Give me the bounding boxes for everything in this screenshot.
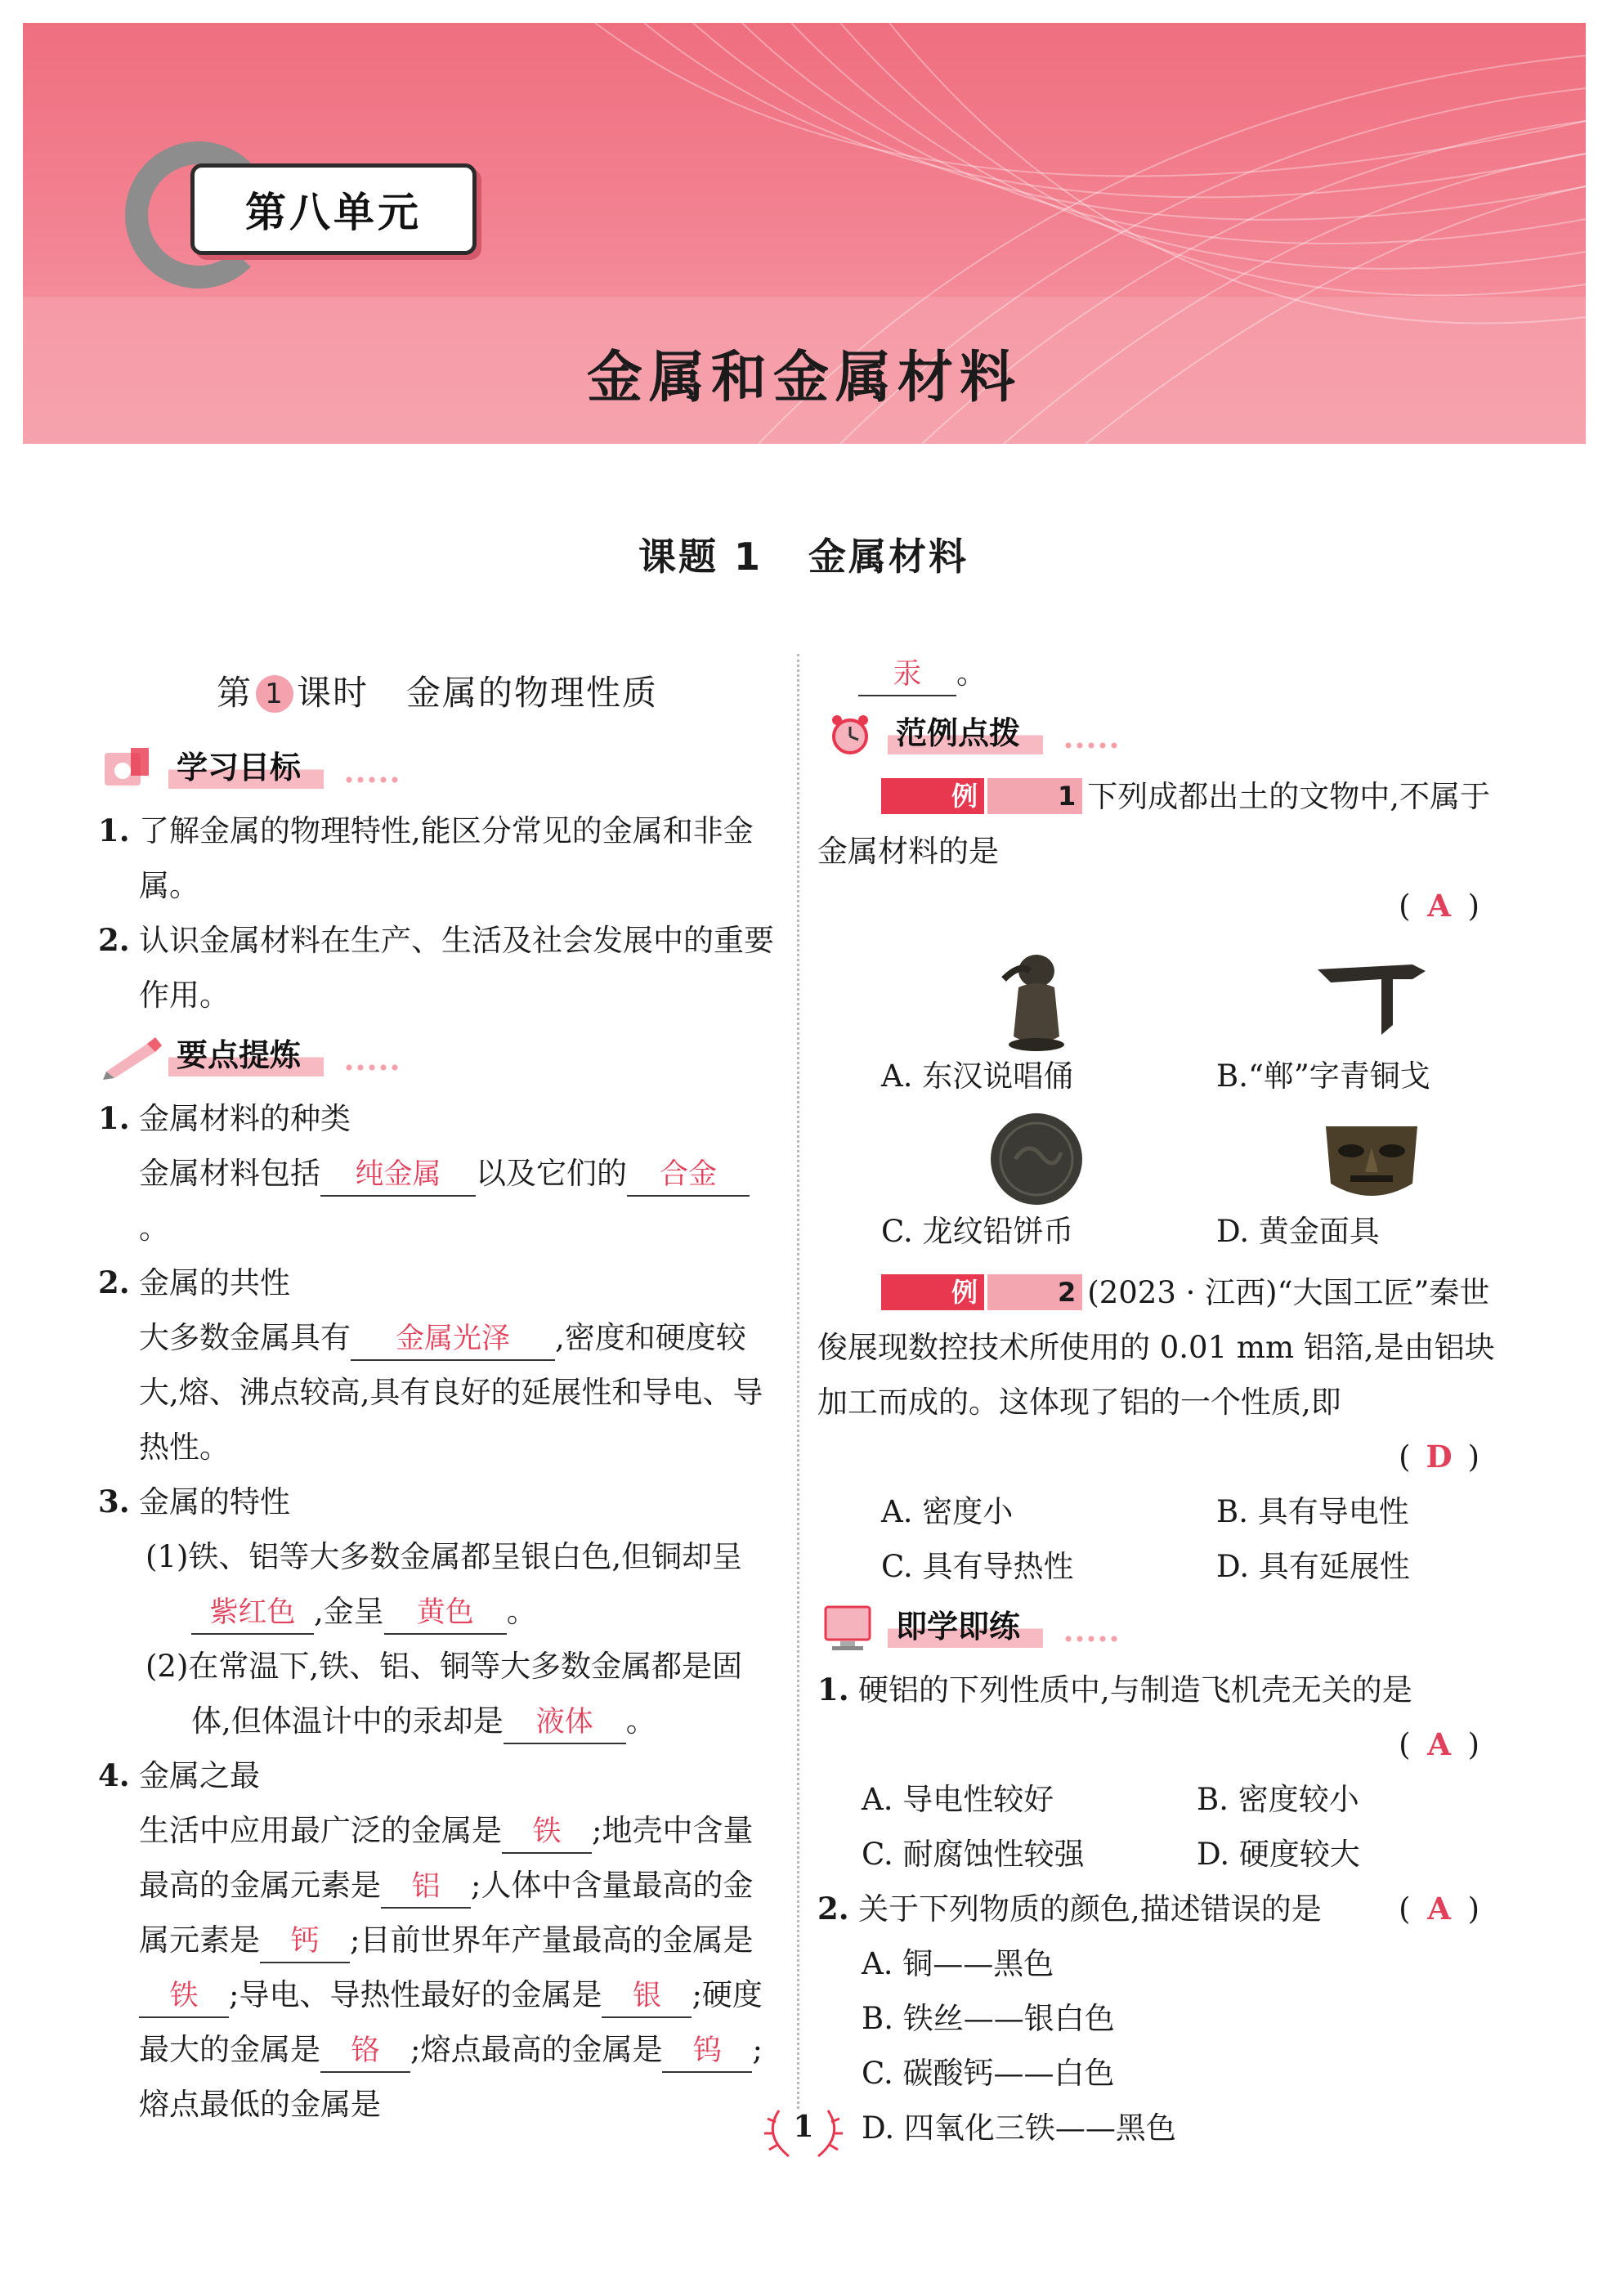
practice-number: 2.: [817, 1891, 849, 1927]
chapter-banner: [23, 23, 1586, 444]
pencil-icon: [98, 1032, 172, 1081]
answer-blank: 液体: [504, 1702, 626, 1744]
section-key-points-label: 要点提炼: [168, 1034, 324, 1076]
answer-blank: 紫红色: [191, 1592, 314, 1635]
answer-blank: 金属光泽: [351, 1318, 555, 1361]
answer-choice: D: [1426, 1439, 1453, 1475]
text: ,金呈: [314, 1594, 384, 1629]
option-caption: C. 龙纹铅饼币: [881, 1214, 1074, 1249]
answer-blank: 铁: [139, 1976, 229, 2018]
period-suffix: 课时: [296, 673, 369, 713]
objective-number: 2.: [98, 922, 130, 958]
text: ;目前世界年产量最高的金属是: [350, 1922, 754, 1958]
continuation-line: [817, 646, 1496, 700]
key-point-item: [98, 1475, 777, 1748]
text: ,密度和硬度较大,熔、沸点较高,具有良好的延展性和导电、导热性。: [139, 1320, 763, 1465]
section-examples: [817, 705, 1496, 764]
section-dots: [1063, 741, 1120, 750]
practice-number: 1.: [817, 1672, 849, 1707]
option-text: C. 具有导热性: [881, 1549, 1074, 1584]
option-d: [1216, 1095, 1551, 1251]
objective-item: [98, 913, 777, 1023]
answer-blank: 钨: [662, 2030, 752, 2073]
answer-parentheses: [1399, 1882, 1496, 1936]
text: ;硬度最大的金属是: [139, 1977, 763, 2067]
answer-blank: 黄色: [384, 1592, 507, 1635]
option-text: D. 硬度较大: [1197, 1837, 1360, 1872]
period-number-badge: 1: [256, 675, 293, 713]
section-dots: [343, 776, 401, 784]
paren-open: (: [1399, 1439, 1411, 1475]
unit-label: 第八单元: [245, 189, 422, 236]
period-prefix: 第: [216, 673, 253, 713]
objective-number: 1.: [98, 812, 130, 848]
option-text: A. 铜——黑色: [862, 1946, 1054, 1981]
option-text: C. 碳酸钙——白色: [862, 2056, 1115, 2091]
period-topic: 金属的物理性质: [406, 673, 659, 713]
text: 。: [139, 1211, 169, 1246]
paren-open: (: [1399, 1891, 1411, 1927]
lesson-title: [0, 527, 1607, 581]
text: ;熔点最低的金属是: [139, 2032, 763, 2122]
unit-label-box: [190, 163, 477, 255]
example-question: (2023 · 江西)“大国工匠”秦世俊展现数控技术所使用的 0.01 mm 铝箔,是由铝块加工而成的。这体现了铝的一个性质,即: [817, 1275, 1495, 1420]
page-number: [746, 2094, 861, 2168]
answer-blank: 铬: [320, 2030, 410, 2073]
example-2-options: [817, 1484, 1496, 1594]
bronze-dagger-axe-icon: [1314, 947, 1429, 1053]
alarm-clock-icon: [817, 710, 891, 759]
objective-text: 认识金属材料在生产、生活及社会发展中的重要作用。: [139, 923, 774, 1013]
paren-open: (: [1399, 888, 1411, 924]
section-examples-label: 范例点拨: [888, 712, 1043, 754]
period-title: [98, 665, 777, 720]
right-column: [817, 646, 1496, 2155]
option-text: A. 导电性较好: [862, 1782, 1054, 1817]
example-question: 下列成都出土的文物中,不属于金属材料的是: [817, 779, 1491, 869]
text: 大多数金属具有: [139, 1320, 351, 1355]
objective-item: [98, 803, 777, 913]
key-point-body: [139, 1803, 777, 2132]
key-point-title: 金属的共性: [139, 1265, 290, 1300]
key-point-item: [98, 1748, 777, 2132]
text: 以及它们的: [476, 1156, 627, 1191]
text: 。: [956, 656, 987, 691]
practice-question: 硬铝的下列性质中,与制造飞机壳无关的是: [858, 1672, 1412, 1707]
option-text: B. 具有导电性: [1216, 1494, 1409, 1529]
option-caption: A. 东汉说唱俑: [881, 1058, 1074, 1094]
option-b: [1216, 940, 1551, 1095]
option-text: D. 具有延展性: [1216, 1549, 1410, 1584]
text: 金属材料包括: [139, 1156, 320, 1191]
text: ;地壳中含量最高的金属元素是: [139, 1813, 754, 1903]
section-dots: [343, 1063, 401, 1072]
answer-blank: 钙: [260, 1921, 350, 1963]
key-point-number: 3.: [98, 1484, 130, 1519]
target-icon: [98, 745, 172, 794]
text: ;熔点最高的金属是: [410, 2032, 663, 2067]
key-point-sub: [139, 1639, 777, 1748]
key-point-sub: [139, 1529, 777, 1639]
monitor-icon: [817, 1604, 891, 1653]
example-number: 1: [987, 778, 1082, 814]
paren-close: ): [1467, 1727, 1479, 1762]
key-point-body: [139, 1310, 777, 1475]
answer-blank: 纯金属: [320, 1154, 476, 1197]
practice-2-options: [817, 1936, 1496, 2155]
example-tag: 例: [881, 1274, 984, 1310]
key-point-item: [98, 1091, 777, 1255]
option-text: D. 四氧化三铁——黑色: [862, 2110, 1176, 2146]
key-point-number: 4.: [98, 1757, 130, 1793]
gold-mask-icon: [1314, 1110, 1429, 1216]
key-point-title: 金属之最: [139, 1758, 260, 1793]
answer-blank: 银: [602, 1976, 692, 2018]
practice-item: [817, 1882, 1496, 1936]
key-point-body: [139, 1146, 777, 1255]
answer-choice: A: [1427, 1726, 1451, 1762]
key-point-title: 金属材料的种类: [139, 1101, 351, 1136]
option-a: [881, 940, 1216, 1095]
example-1: [817, 769, 1496, 879]
key-point-number: 2.: [98, 1264, 130, 1300]
example-number: 2: [987, 1274, 1082, 1310]
lesson-label: 课题 1: [638, 535, 763, 579]
lead-coin-icon: [979, 1110, 1094, 1216]
column-divider: [797, 654, 799, 2109]
example-tag: 例: [881, 778, 984, 814]
option-text: A. 密度小: [881, 1494, 1014, 1529]
answer-blank: 合金: [627, 1154, 750, 1197]
paren-close: ): [1467, 888, 1479, 924]
option-c: [881, 1095, 1216, 1251]
artifact-options: [817, 940, 1496, 1251]
key-point-number: 1.: [98, 1100, 130, 1136]
option-caption: B.“郸”字青铜戈: [1216, 1058, 1430, 1094]
objective-text: 了解金属的物理特性,能区分常见的金属和非金属。: [139, 813, 754, 903]
answer-parentheses: [817, 1430, 1496, 1484]
key-point-item: [98, 1255, 777, 1475]
answer-blank: 铝: [381, 1866, 471, 1909]
paren-close: ): [1467, 1891, 1479, 1927]
answer-choice: A: [1427, 1891, 1451, 1927]
chapter-title: 金属和金属材料: [586, 346, 1022, 410]
answer-blank: 汞: [858, 654, 956, 696]
section-objectives-label: 学习目标: [168, 746, 324, 789]
example-2: [817, 1265, 1496, 1430]
clay-figurine-icon: [979, 947, 1094, 1053]
section-objectives: [98, 740, 777, 799]
paren-open: (: [1399, 1727, 1411, 1762]
practice-item: [817, 1663, 1496, 1717]
lesson-name: 金属材料: [808, 535, 969, 579]
option-caption: D. 黄金面具: [1216, 1214, 1380, 1249]
option-text: C. 耐腐蚀性较强: [862, 1837, 1085, 1872]
answer-parentheses: [817, 879, 1496, 933]
text: 。: [506, 1594, 537, 1629]
section-practice-label: 即学即练: [888, 1605, 1043, 1648]
key-point-title: 金属的特性: [139, 1484, 290, 1519]
text: ;人体中含量最高的金属元素是: [139, 1868, 754, 1958]
page-number-text: 1: [793, 2110, 814, 2144]
practice-1-options: [817, 1772, 1496, 1882]
section-practice: [817, 1599, 1496, 1658]
paren-close: ): [1467, 1439, 1479, 1475]
text: (2)在常温下,铁、铝、铜等大多数金属都是固体,但体温计中的汞却是: [145, 1649, 743, 1739]
text: ;导电、导热性最好的金属是: [229, 1977, 602, 2012]
section-key-points: [98, 1027, 777, 1086]
practice-question: 关于下列物质的颜色,描述错误的是: [858, 1891, 1322, 1927]
option-text: B. 密度较小: [1197, 1782, 1359, 1817]
text: 。: [625, 1703, 656, 1739]
left-column: [98, 662, 777, 2132]
answer-blank: 铁: [502, 1811, 592, 1854]
text: (1)铁、铝等大多数金属都呈银白色,但铜却呈: [145, 1539, 743, 1574]
answer-parentheses: [817, 1717, 1496, 1772]
option-text: B. 铁丝——银白色: [862, 2001, 1115, 2036]
text: 生活中应用最广泛的金属是: [139, 1813, 502, 1848]
section-dots: [1063, 1635, 1120, 1643]
answer-choice: A: [1427, 888, 1451, 924]
